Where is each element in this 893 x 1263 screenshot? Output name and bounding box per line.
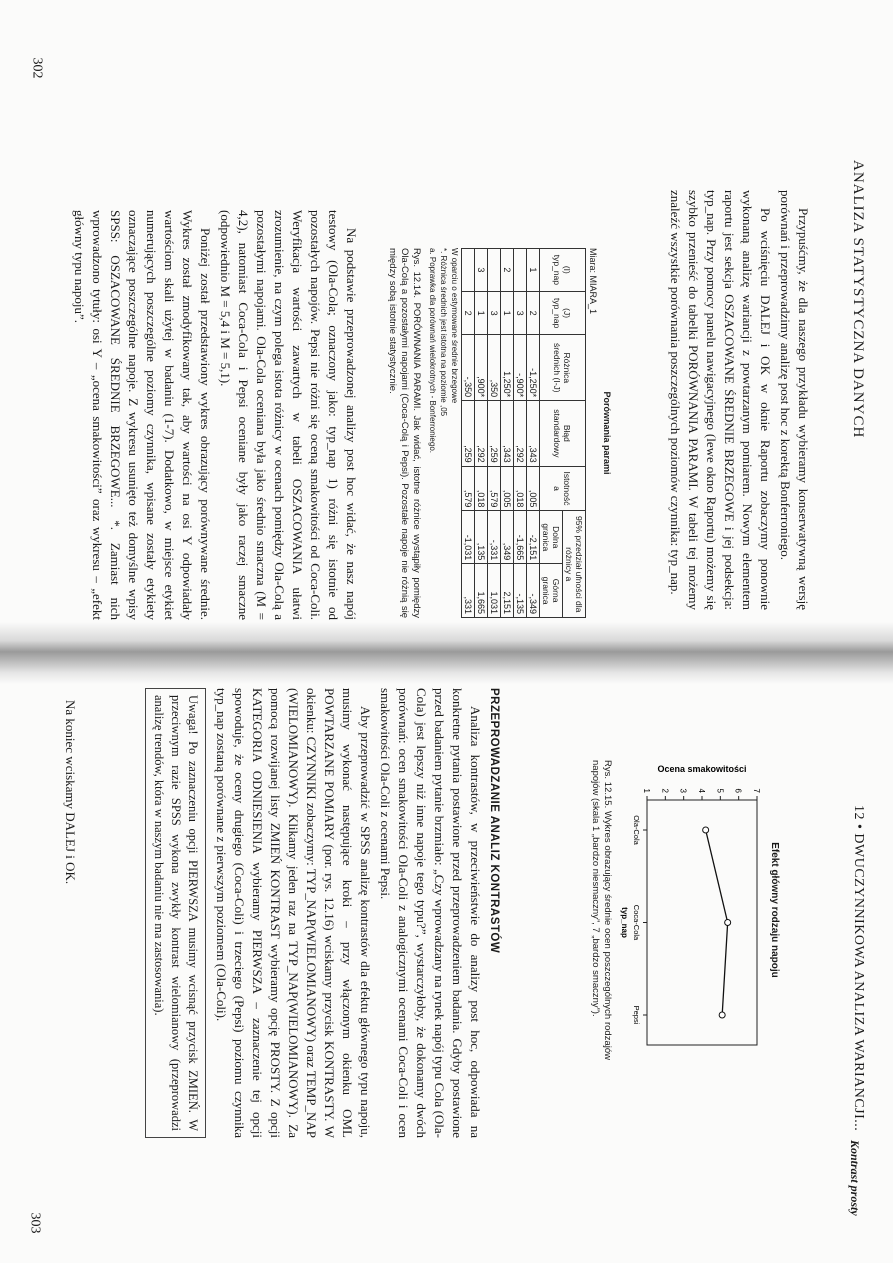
figure-caption-12-15: Rys. 12.15. Wykres obrazujący średnie ocen poszczególnych rodzajów napojów (skala 1 „bardzo niesmaczny”, 7 „bardzo smaczny”).	[590, 760, 613, 1060]
table-cell: -1,665	[514, 511, 527, 564]
table-cell: 3	[488, 291, 501, 335]
chart-title: Efekt główny rodzaju napoju	[769, 842, 780, 978]
table-cell: 1,031	[488, 564, 501, 618]
data-point	[725, 920, 731, 926]
table-cell: 2	[462, 291, 475, 335]
paragraph: Analiza kontrastów, w przeciwieństwie do analizy post hoc, odpowiada na konkretne pytania postawione przed przeprowadzeniem badania. Gdyby postawione przed badaniem pytanie brzmiało: „Czy wprowadzany na rynek napój typu Cola (Ola-Cola) jest lepszy niż inne napoje tego typu?”, wystarczyłoby, że dokonamy dwóch porównań: ocen smakowitości Ola-Coli z analogicznymi ocenami Coca-Coli i ocen smakowitości Ola-Coli z ocenami Pepsi.	[378, 688, 483, 1138]
table-cell: ,005	[501, 466, 514, 511]
y-tick-label: 3	[678, 788, 688, 793]
x-tick-label: Ola-Cola	[632, 815, 641, 845]
table-title: Porównania parami	[602, 391, 612, 475]
y-axis-label: Ocena smakowitości	[657, 764, 747, 774]
table-header-row	[563, 249, 586, 618]
table-cell: 2	[501, 249, 514, 292]
closing-line: Na koniec wciskamy DALEJ i OK.	[63, 700, 78, 885]
warning-note-box: Uwaga! Po zaznaczeniu opcji PIERWSZA musimy wcisnąć przycisk ZMIEŃ. W przeciwnym razie SPSS wykona zwykły kontrast wielomianowy (przeprowadzi analizę trendów, która w naszym badaniu nie ma zastosowania).	[145, 688, 206, 1138]
table-cell: 2	[527, 291, 540, 335]
table-cell: 1	[501, 291, 514, 335]
table-cell: ,579	[488, 466, 501, 511]
table-cell: ,349	[501, 511, 514, 564]
running-head-left: ANALIZA STATYSTYCZNA DANYCH	[850, 160, 866, 439]
table-cell: ,259	[488, 401, 501, 466]
paragraph: Przypuśćmy, że dla naszego przykładu wybieramy konserwatywną wersję porównań i przeprowadzimy analizę post hoc z korektą Bonferroniego.	[778, 190, 811, 610]
table-note: W oparciu o estymowane średnie brzegowe	[450, 248, 459, 404]
contrast-text-block	[145, 688, 506, 1138]
table-cell	[488, 249, 501, 292]
x-tick-label: Pepsi	[632, 1005, 641, 1025]
y-tick-label: 2	[660, 788, 670, 793]
y-tick-label: 1	[642, 788, 651, 793]
y-tick-label: 4	[697, 788, 706, 793]
table-cell: 3	[514, 291, 527, 335]
table-cell: -,349	[527, 564, 540, 618]
table-note: *. Różnica średnich jest istotna na poziomie ,05	[439, 248, 448, 417]
table-row	[514, 249, 527, 618]
data-point	[719, 1012, 725, 1018]
table-row	[527, 249, 540, 618]
table-measure: Miara: MIARA_1	[588, 248, 598, 315]
y-tick-label: 7	[752, 788, 761, 793]
page-number-left: 302	[29, 57, 45, 79]
table-cell: -2,151	[527, 511, 540, 564]
table-cell: ,343	[501, 401, 514, 466]
pairwise-comparisons-table	[461, 248, 586, 618]
table-cell: -,900*	[514, 335, 527, 401]
post-hoc-text-block	[68, 210, 360, 620]
table-cell	[514, 249, 527, 292]
column-header: Dolna granica	[540, 511, 563, 564]
table-cell: -,331	[488, 511, 501, 564]
table-cell: -,135	[514, 564, 527, 618]
table-cell: 1	[475, 291, 488, 335]
table-row	[462, 249, 475, 618]
y-tick-label: 5	[715, 788, 725, 793]
line-chart	[617, 760, 767, 1060]
table-cell: ,350	[488, 335, 501, 401]
paragraph: Aby przeprowadzić w SPSS analizę kontrastów dla efektu głównego typu napoju, musimy wykonać następujące kroki – przy włączonym okienku OML POWTARZANE POMIARY (por. rys. 12.16) wciskamy przycisk KONTRASTY. W okienku: CZYNNIKI zobaczymy: TYP_NAP(WIELOMIANOWY) oraz TEMP_NAP (WIELOMIANOWY). Klikamy jeden raz na TYP_NAP(WIELOMIANOWY). Za pomocą rozwijanej listy ZMIEŃ KONTRAST wybieramy opcję PROSTY. Z opcji KATEGORIA ODNIESIENIA wybieramy PIERWSZA – zaznaczenie tej opcji spowoduje, że oceny drugiego (Coca-Coli) i trzeciego (Pepsi) poziomu czynnika typ_nap zostaną porównane z pierwszym poziomem (Ola-Coli).	[214, 688, 373, 1138]
column-header: (I) typ_nap	[540, 249, 586, 292]
column-header: Błąd standardowy	[540, 401, 586, 466]
figure-caption-12-14: Rys. 12.14. PORÓWNANIA PARAMI. Jak widać, istotne różnice wystąpiły pomiędzy Ola-Colą a pozostałymi napojami (Coca-Colą i Pepsi). Pozostałe napoje nie różnią się między sobą istotnie statystycznie.	[387, 248, 422, 618]
column-header: (J) typ_nap	[540, 291, 586, 335]
table-row	[488, 249, 501, 618]
section-heading: PRZEPROWADZANIE ANALIZ KONTRASTÓW	[488, 688, 500, 954]
table-cell: -1,250*	[527, 335, 540, 401]
page-number-right: 303	[27, 1212, 43, 1234]
x-tick-label: Coca-Cola	[632, 904, 641, 941]
paragraph: Poniżej został przedstawiony wykres obrazujący porównywane średnie. Wykres został zmodyfikowany tak, aby wartości na osi Y odpowiadały wartościom skali użytej w badaniu (1-7). Dodatkowo, w miejsce etykiet numerujących poszczególne poziomy czynnika, wpisane zostały etykiety oznaczające poszczególne napoje. Z wykresu usunięto też domyślne wpisy SPSS: OSZACOWANE ŚREDNIE BRZEGOWE... *. Zamiast nich wprowadzono tytuły: osi Y – „ocena smakowitości” oraz wykresu – „efekt główny typu napoju”.	[72, 210, 213, 620]
margin-label: Kontrast prosty	[848, 1140, 862, 1216]
paragraph: Po wciśnięciu DALEJ i OK w oknie Raportu zobaczymy ponownie wykonaną analizę wariancji z powtarzanym pomiarem. Nowym elementem raportu jest sekcja OSZACOWANE ŚREDNIE BRZEGOWE i jej podsekcja: typ_nap. Przy pomocy panelu nawigacyjnego (lewe okno Raportu) możemy się szybko przenieść do tabelki PORÓWNANIA PARAMI. W tabeli tej możemy znaleźć wszystkie porównania poszczególnych poziomów czynnika: typ_nap.	[668, 190, 773, 610]
table-cell	[462, 249, 475, 292]
column-header: Różnica średnich (I-J)	[540, 335, 586, 401]
column-header: 95% przedział ufności dla różnicy a	[563, 511, 586, 618]
table-cell: ,292	[475, 401, 488, 466]
y-tick-label: 6	[733, 788, 743, 793]
table-cell: ,135	[475, 511, 488, 564]
pairwise-table-block	[386, 248, 612, 618]
table-cell: 3	[475, 249, 488, 292]
table-cell: ,018	[514, 466, 527, 511]
table-row	[501, 249, 514, 618]
table-cell: ,900*	[475, 335, 488, 401]
table-row	[475, 249, 488, 618]
table-cell: ,005	[527, 466, 540, 511]
table-cell: 1,665	[475, 564, 488, 618]
table-cell: 1	[527, 249, 540, 292]
plot-frame	[647, 800, 757, 1045]
table-cell: 2,151	[501, 564, 514, 618]
chart-block	[589, 700, 780, 1120]
table-cell: 1,250*	[501, 335, 514, 401]
table-cell: -,350	[462, 335, 475, 401]
table-cell: ,292	[514, 401, 527, 466]
paragraph: Na podstawie przeprowadzonej analizy post hoc widać, że nasz napój testowy (Ola-Cola; oznaczony jako: typ_nap 1) różni się istotnie od pozostałych napojów. Pepsi nie różni się oceną smakowitości od Coca-Coli. Weryfikacja wartości zawartych w tabeli OSZACOWANIA ułatwi zrozumienie, na czym polega istota różnicy w ocenach pomiędzy Ola-Colą a pozostałymi napojami. Ola-Cola oceniana była jako średnio smaczna (M = 4,2), natomiast Coca-Cola i Pepsi oceniane były jako raczej smaczne (odpowiednio M = 5,4 i M = 5,1).	[218, 210, 359, 620]
x-axis-label: typ_nap	[620, 907, 629, 938]
table-cell: -1,031	[462, 511, 475, 564]
table-note: a. Poprawka dla porównań wielokrotnych - Bonferroniego.	[428, 248, 437, 454]
book-gutter-shadow	[0, 622, 893, 684]
table-cell: ,343	[527, 401, 540, 466]
running-head-right: 12 • DWUCZYNNIKOWA ANALIZA WARIANCJI...	[851, 805, 866, 1132]
table-cell: ,259	[462, 401, 475, 466]
column-header: Górna granica	[540, 564, 563, 618]
table-cell: ,018	[475, 466, 488, 511]
intro-text-block	[664, 190, 812, 610]
table-cell: ,331	[462, 564, 475, 618]
table-cell: ,579	[462, 466, 475, 511]
data-point	[703, 827, 709, 833]
column-header: Istotność a	[540, 466, 586, 511]
